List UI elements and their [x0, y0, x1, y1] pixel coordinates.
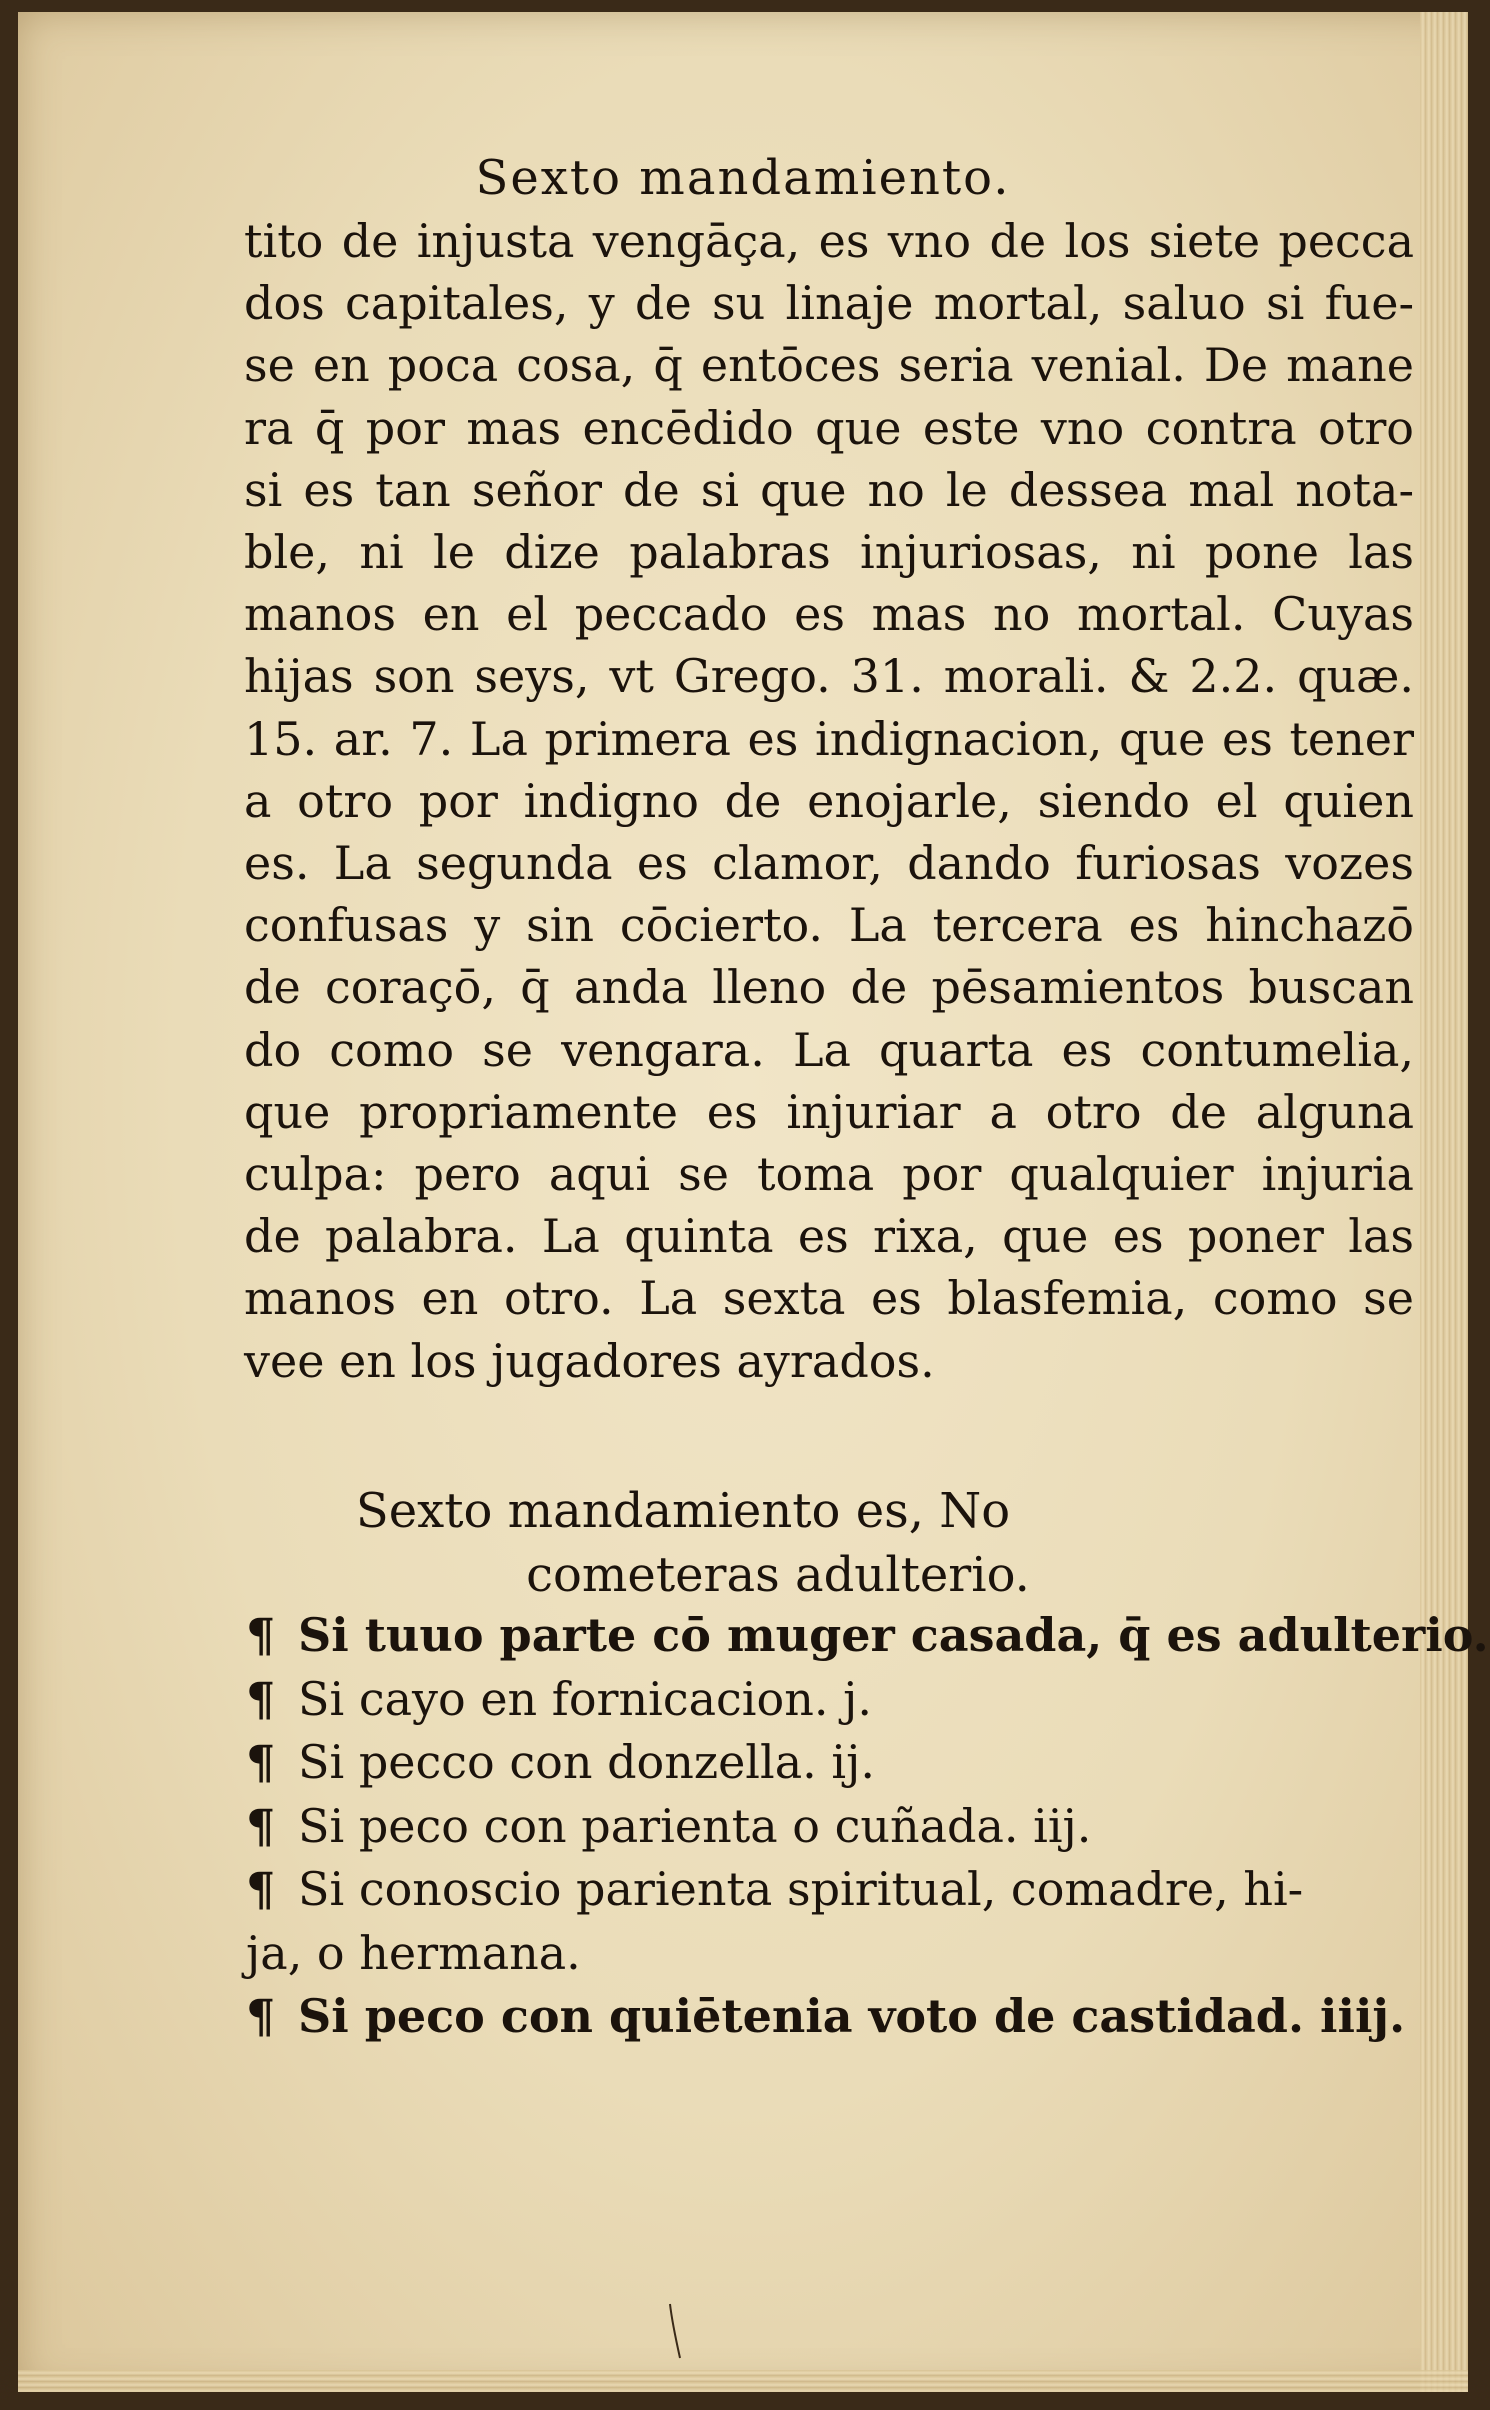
list-item: [246, 1858, 1396, 1922]
list-item: [246, 1668, 1396, 1732]
text-line: a otro por indigno de enojarle, siendo el quien: [244, 773, 1414, 828]
list-item: [246, 1604, 1489, 1668]
list-item: [246, 1731, 1396, 1795]
text-line: manos en el peccado es mas no mortal. Cuyas: [244, 587, 1414, 642]
body-text: [244, 210, 1414, 1392]
text-line: de palabra. La quinta es rixa, que es poner las: [244, 1209, 1414, 1264]
running-head: Sexto mandamiento.: [475, 150, 1011, 206]
pilcrow-icon: ¶: [246, 1671, 276, 1726]
page-edge: [1420, 12, 1468, 2392]
item-text: Si cayo en fornicacion. j.: [298, 1671, 872, 1726]
pilcrow-icon: ¶: [246, 1735, 276, 1789]
pilcrow-icon: ¶: [246, 1989, 276, 2043]
text-line: do como se vengara. La quarta es contumelia,: [244, 1022, 1414, 1077]
text-line: dos capitales, y de su linaje mortal, saluo si fue-: [244, 276, 1414, 331]
text-line: ble, ni le dize palabras injuriosas, ni pone las: [244, 525, 1414, 580]
book-page: [18, 12, 1489, 2392]
text-line: vee en los jugadores ayrados.: [244, 1333, 935, 1388]
text-line: hijas son seys, vt Grego. 31. morali. & 2.2. quæ.: [244, 649, 1414, 704]
page-bottom-edge: [18, 2370, 1468, 2392]
text-line: es. La segunda es clamor, dando furiosas vozes: [244, 836, 1414, 891]
pilcrow-icon: ¶: [246, 1862, 276, 1916]
item-text: Si peco con quiētenia voto de castidad. iiij.: [298, 1989, 1406, 2043]
item-text: Si conoscio parienta spiritual, comadre, hi-: [298, 1862, 1304, 1916]
text-line: culpa: pero aqui se toma por qualquier injuria: [244, 1147, 1414, 1202]
text-line: confusas y sin cōcierto. La tercera es hinchazō: [244, 898, 1414, 953]
pilcrow-icon: ¶: [246, 1798, 276, 1853]
heading-line: cometeras adulterio.: [526, 1547, 1030, 1603]
pilcrow-icon: ¶: [246, 1608, 276, 1662]
text-line: manos en otro. La sexta es blasfemia, como se: [244, 1271, 1414, 1326]
item-text: Si peco con parienta o cuñada. iij.: [298, 1798, 1092, 1853]
ink-mark-icon: [666, 2302, 686, 2362]
text-line: si es tan señor de si que no le dessea mal nota-: [244, 462, 1414, 517]
item-text: Si tuuo parte cō muger casada, q̄ es adulterio.: [298, 1608, 1489, 1662]
text-line: 15. ar. 7. La primera es indignacion, que es tener: [244, 711, 1414, 766]
confession-list: [246, 1604, 1489, 2049]
text-line: de coraçō, q̄ anda lleno de pēsamientos buscan: [244, 960, 1414, 1015]
text-line: tito de injusta vengāça, es vno de los siete pecca: [244, 214, 1414, 268]
commandment-heading: [18, 1479, 1468, 1607]
text-line: ra q̄ por mas encēdido que este vno contra otro: [244, 400, 1414, 455]
text-line: se en poca cosa, q̄ entōces seria venial. De mane: [244, 338, 1414, 393]
list-item: [246, 1985, 1406, 2049]
heading-line: Sexto mandamiento es, No: [355, 1483, 1011, 1539]
list-item: [246, 1795, 1396, 1859]
text-line: que propriamente es injuriar a otro de alguna: [244, 1084, 1414, 1139]
item-text: Si pecco con donzella. ij.: [298, 1735, 875, 1789]
list-item-continuation: ja, o hermana.: [246, 1925, 581, 1980]
